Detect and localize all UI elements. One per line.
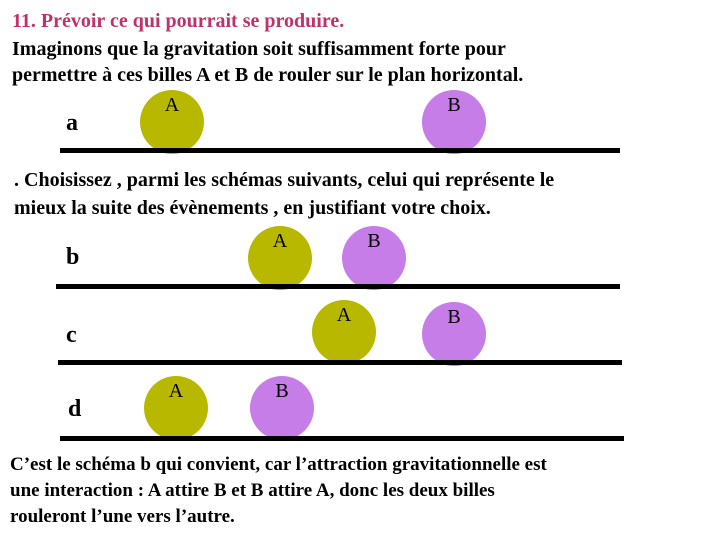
diagram-b-ball-a: A xyxy=(248,226,312,290)
diagram-a-label: a xyxy=(66,110,78,136)
answer-line: rouleront l’une vers l’autre. xyxy=(10,506,235,527)
diagram-b-label: b xyxy=(66,244,80,270)
diagram-c-ball-b: B xyxy=(422,302,486,366)
diagram-a-plane xyxy=(60,148,620,153)
diagram-b-plane xyxy=(56,284,620,289)
question-text xyxy=(14,166,714,222)
diagram-d-ball-b: B xyxy=(250,376,314,440)
answer-text xyxy=(10,452,716,530)
intro-line: Imaginons que la gravitation soit suffisamment forte pour xyxy=(12,38,506,60)
answer-line: C’est le schéma b qui convient, car l’attraction gravitationnelle est xyxy=(10,454,547,475)
diagram-b-ball-b: B xyxy=(342,226,406,290)
diagram-c-label: c xyxy=(66,322,77,348)
answer-line: une interaction : A attire B et B attire A, donc les deux billes xyxy=(10,480,495,501)
diagram-d-plane xyxy=(60,436,624,441)
question-line: . Choisissez , parmi les schémas suivants, celui qui représente le xyxy=(14,169,555,191)
diagram-c-plane xyxy=(58,360,622,365)
question-line: mieux la suite des évènements , en justifiant votre choix. xyxy=(14,197,491,219)
diagram-c-ball-a: A xyxy=(312,300,376,364)
intro-line: permettre à ces billes A et B de rouler sur le plan horizontal. xyxy=(12,64,524,86)
diagram-d-label: d xyxy=(68,396,82,422)
diagram-a-ball-b: B xyxy=(422,90,486,154)
exercise-title: 11. Prévoir ce qui pourrait se produire. xyxy=(12,10,345,32)
diagram-d-ball-a: A xyxy=(144,376,208,440)
diagram-a-ball-a: A xyxy=(140,90,204,154)
intro-text xyxy=(12,36,712,88)
